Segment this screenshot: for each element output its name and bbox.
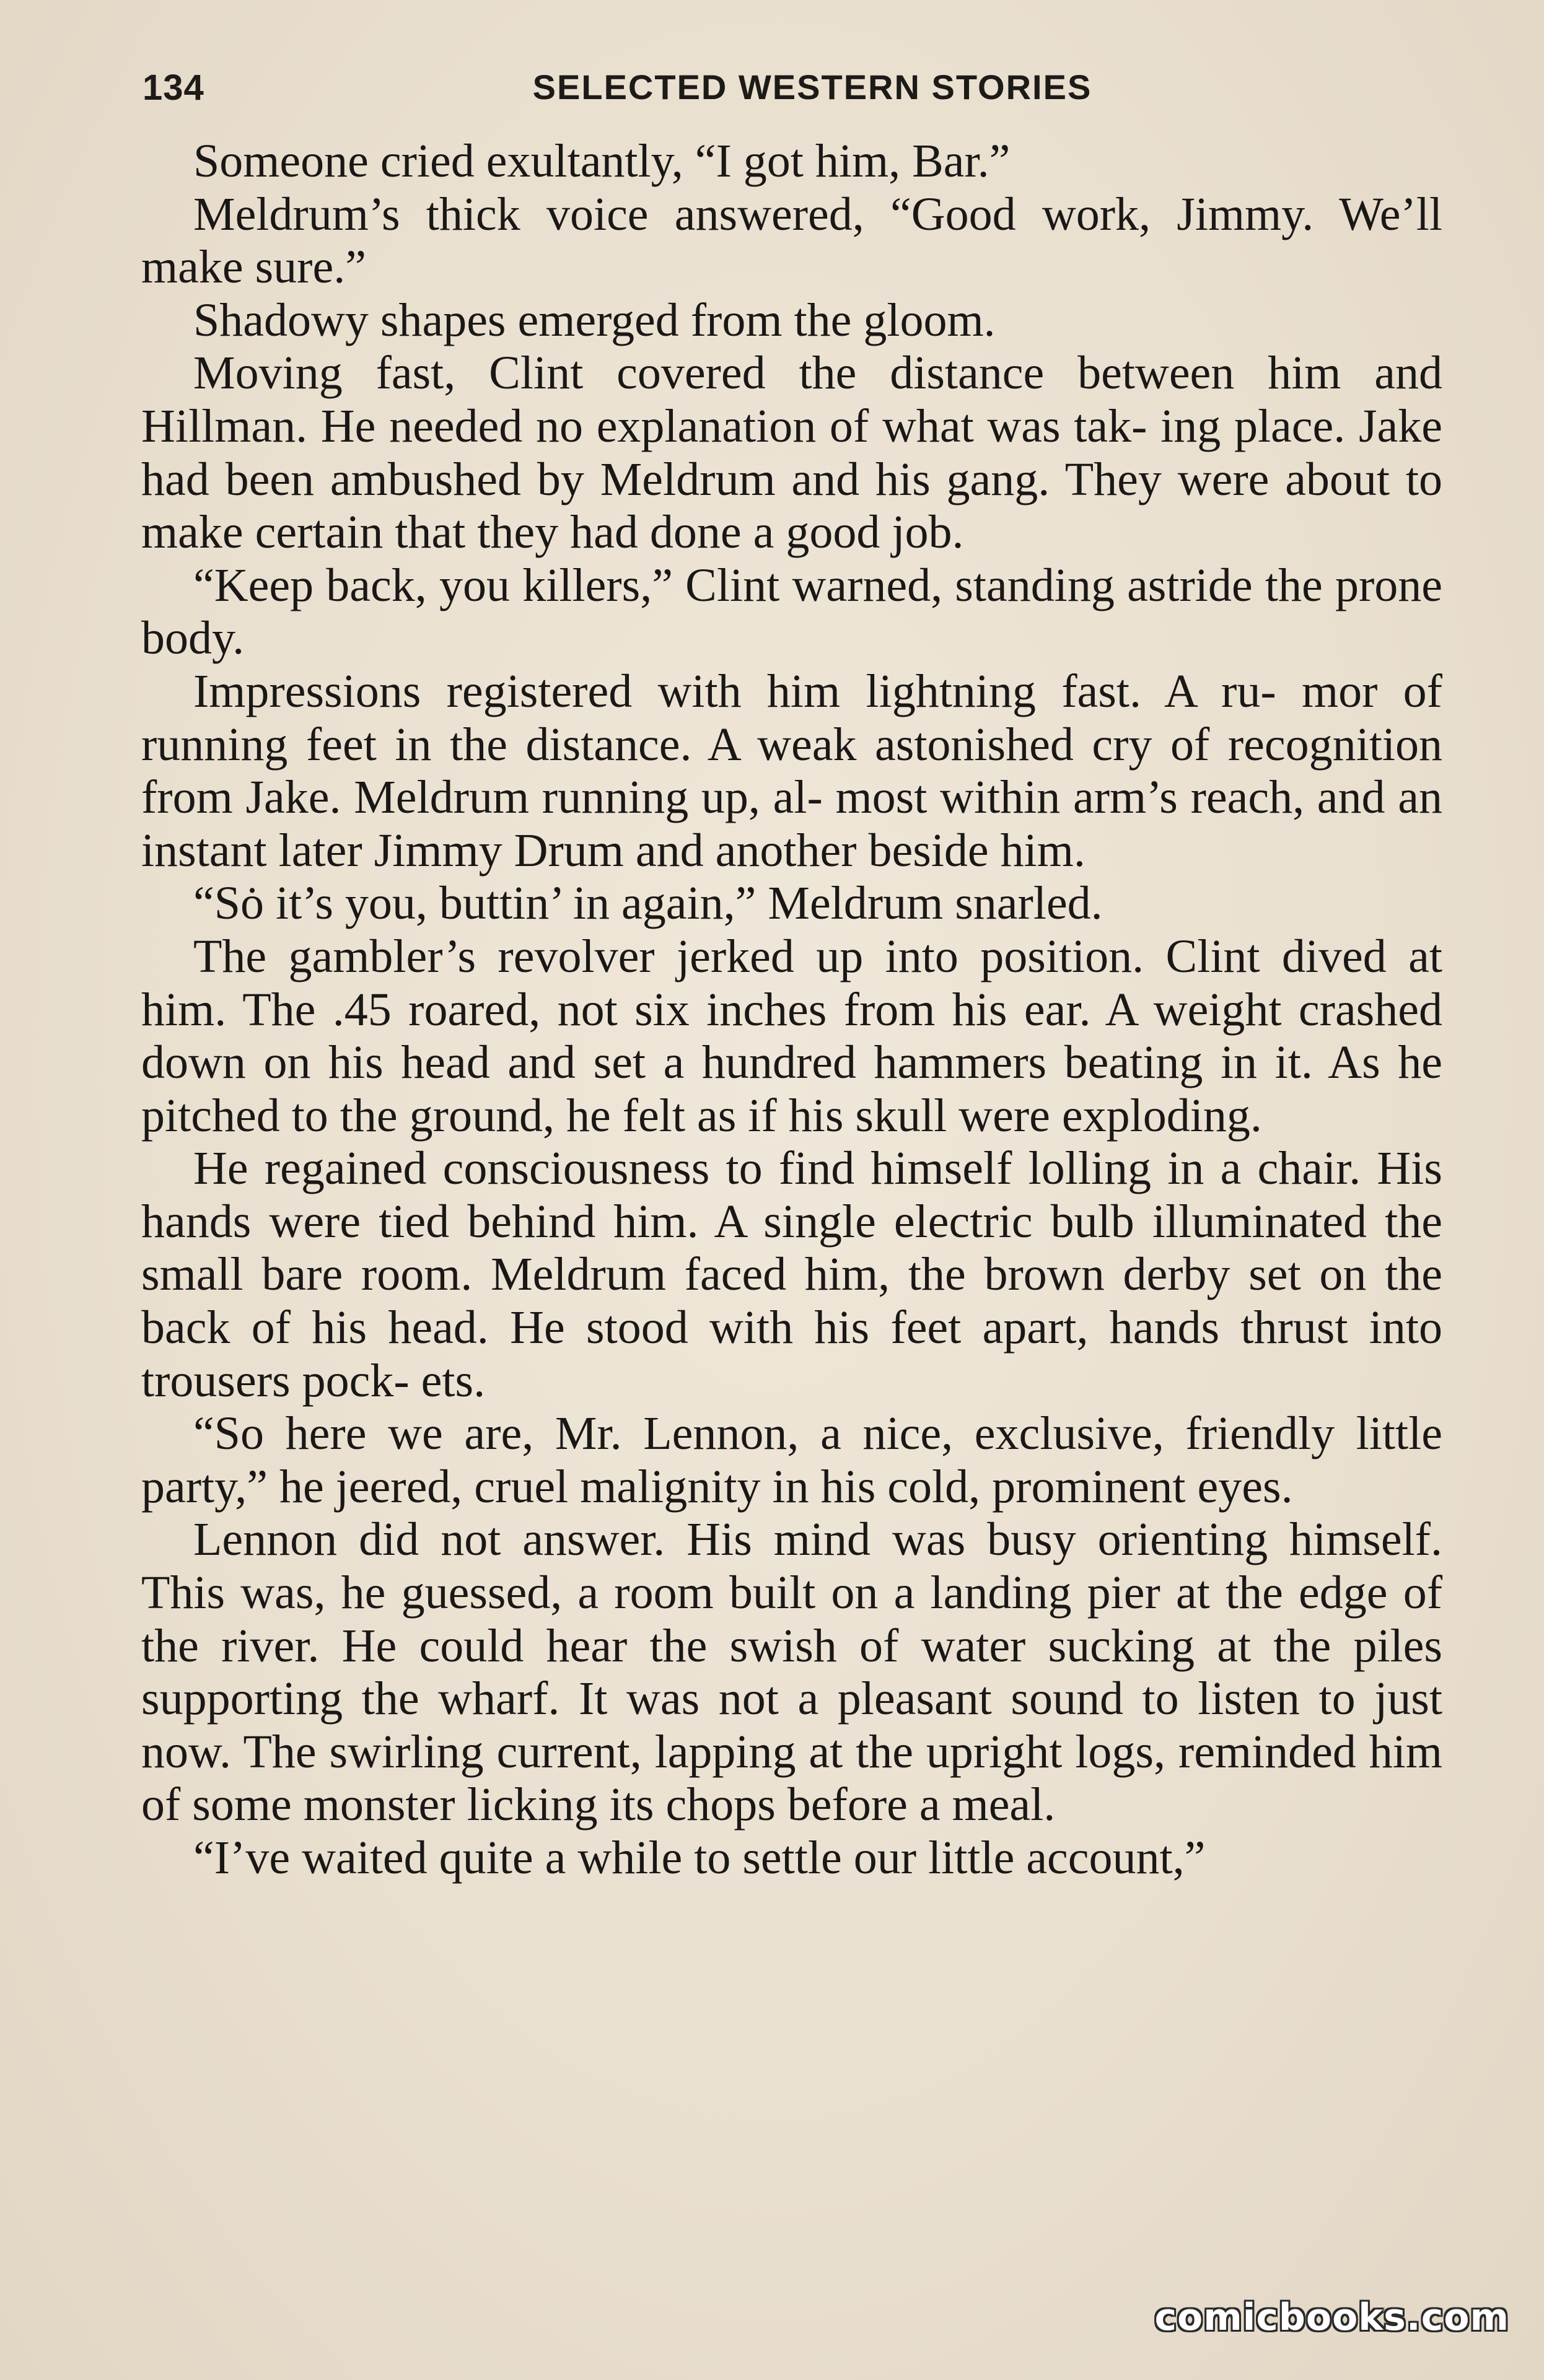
paragraph: “I’ve waited quite a while to settle our little account,” — [193, 1832, 1206, 1884]
paragraph: The gambler’s revolver jerked up into position. Clint dived at him. The .45 roared, not six inches from his ear. A weight crashed down on his head and set a hundred hammers beating in it. As he pitched to the ground, he felt as if his skull were exploding. — [141, 930, 1442, 1142]
page-number: 134 — [143, 68, 204, 108]
running-head — [143, 67, 1445, 116]
paragraph: Meldrum’s thick voice answered, “Good work, Jimmy. We’ll make sure.” — [141, 188, 1442, 294]
paragraph: Shadowy shapes emerged from the gloom. — [193, 294, 996, 346]
paragraph: “So here we are, Mr. Lennon, a nice, exclusive, friendly little party,” he jeered, cruel malignity in his cold, prominent eyes. — [141, 1407, 1442, 1513]
paragraph: “Keep back, you killers,” Clint warned, standing astride the prone body. — [141, 559, 1442, 665]
book-title: SELECTED WESTERN STORIES — [532, 68, 1092, 107]
paragraph: “Sȯ it’s you, buttin’ in again,” Meldrum snarled. — [193, 877, 1103, 930]
paragraph: Someone cried exultantly, “I got him, Bar.” — [193, 135, 1011, 187]
paragraph: Moving fast, Clint covered the distance between him and Hillman. He needed no explanation of what was tak- ing place. Jake had been ambushed by Meldrum and his gang. They were about to make certain that they had done a good job. — [141, 347, 1442, 559]
paragraph: He regained consciousness to find himself lolling in a chair. His hands were tied behind him. A single electric bulb illuminated the small bare room. Meldrum faced him, the brown derby set on the back of his head. He stood with his feet apart, hands thrust into trousers pock- ets. — [141, 1142, 1442, 1407]
paragraph: Impressions registered with him lightning fast. A ru- mor of running feet in the distance. A weak astonished cry of recognition from Jake. Meldrum running up, al- most within arm’s reach, and an instant later Jimmy Drum and another beside him. — [141, 665, 1442, 877]
story-text — [141, 135, 1442, 1885]
paragraph: Lennon did not answer. His mind was busy orienting himself. This was, he guessed, a room built on a landing pier at the edge of the river. He could hear the swish of water sucking at the piles supporting the wharf. It was not a pleasant sound to listen to just now. The swirling current, lapping at the upright logs, reminded him of some monster licking its chops before a meal. — [141, 1513, 1442, 1831]
watermark: comicbooks.com — [1154, 2296, 1509, 2339]
